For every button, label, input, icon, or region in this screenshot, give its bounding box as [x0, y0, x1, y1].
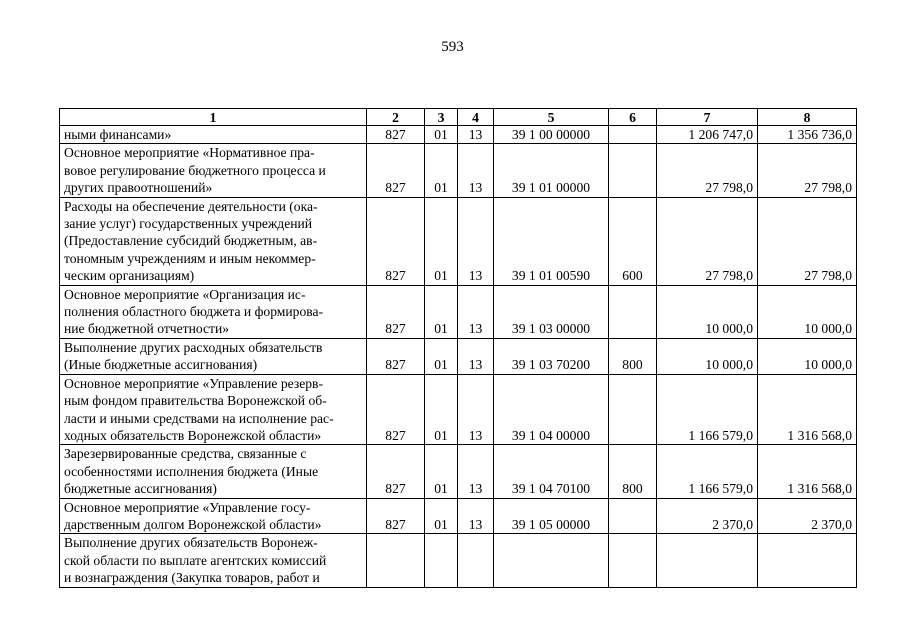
cell-target-article [494, 534, 609, 587]
row-description: Основное мероприятие «Организация ис- полнения областного бюджета и формирова- ние бюджетной отчетности» [60, 285, 367, 338]
cell-ministry-code: 827 [367, 285, 425, 338]
cell-amount-year-1: 1 166 579,0 [657, 445, 758, 498]
table-row [60, 197, 857, 285]
cell-amount-year-1 [657, 534, 758, 587]
cell-section: 01 [425, 338, 458, 374]
table-row [60, 126, 857, 144]
header-cell: 4 [458, 109, 494, 126]
cell-target-article: 39 1 03 70200 [494, 338, 609, 374]
cell-amount-year-2: 1 356 736,0 [758, 126, 857, 144]
cell-amount-year-2: 27 798,0 [758, 197, 857, 285]
row-description: Выполнение других расходных обязательств (Иные бюджетные ассигнования) [60, 338, 367, 374]
cell-subsection [458, 534, 494, 587]
page-number: 593 [441, 39, 464, 55]
header-cell: 7 [657, 109, 758, 126]
cell-section: 01 [425, 144, 458, 197]
cell-expense-type [609, 126, 657, 144]
table-row [60, 498, 857, 534]
cell-subsection: 13 [458, 285, 494, 338]
table-row [60, 534, 857, 587]
cell-amount-year-2: 10 000,0 [758, 338, 857, 374]
cell-ministry-code: 827 [367, 197, 425, 285]
header-cell: 2 [367, 109, 425, 126]
cell-section: 01 [425, 197, 458, 285]
cell-expense-type [609, 285, 657, 338]
cell-amount-year-1: 27 798,0 [657, 197, 758, 285]
cell-ministry-code: 827 [367, 144, 425, 197]
cell-section: 01 [425, 126, 458, 144]
cell-subsection: 13 [458, 498, 494, 534]
cell-subsection: 13 [458, 445, 494, 498]
cell-expense-type [609, 144, 657, 197]
budget-table [59, 108, 857, 588]
cell-section: 01 [425, 498, 458, 534]
row-description: Основное мероприятие «Нормативное пра- вовое регулирование бюджетного процесса и других правоотношений» [60, 144, 367, 197]
cell-expense-type [609, 374, 657, 445]
cell-subsection: 13 [458, 374, 494, 445]
cell-amount-year-2 [758, 534, 857, 587]
cell-ministry-code: 827 [367, 374, 425, 445]
cell-expense-type [609, 534, 657, 587]
cell-amount-year-2: 27 798,0 [758, 144, 857, 197]
cell-target-article: 39 1 01 00000 [494, 144, 609, 197]
cell-ministry-code [367, 534, 425, 587]
cell-ministry-code: 827 [367, 338, 425, 374]
cell-ministry-code: 827 [367, 498, 425, 534]
cell-target-article: 39 1 00 00000 [494, 126, 609, 144]
header-cell: 8 [758, 109, 857, 126]
table-row [60, 338, 857, 374]
cell-target-article: 39 1 01 00590 [494, 197, 609, 285]
cell-amount-year-1: 1 166 579,0 [657, 374, 758, 445]
header-cell: 6 [609, 109, 657, 126]
table-row [60, 285, 857, 338]
cell-amount-year-1: 10 000,0 [657, 338, 758, 374]
cell-expense-type: 800 [609, 445, 657, 498]
cell-target-article: 39 1 05 00000 [494, 498, 609, 534]
cell-section: 01 [425, 374, 458, 445]
cell-section: 01 [425, 445, 458, 498]
cell-subsection: 13 [458, 126, 494, 144]
cell-target-article: 39 1 03 00000 [494, 285, 609, 338]
row-description: ными финансами» [60, 126, 367, 144]
cell-subsection: 13 [458, 197, 494, 285]
cell-amount-year-2: 1 316 568,0 [758, 445, 857, 498]
cell-amount-year-1: 27 798,0 [657, 144, 758, 197]
header-cell: 3 [425, 109, 458, 126]
cell-target-article: 39 1 04 00000 [494, 374, 609, 445]
cell-amount-year-2: 1 316 568,0 [758, 374, 857, 445]
header-cell: 1 [60, 109, 367, 126]
cell-expense-type [609, 498, 657, 534]
row-description: Зарезервированные средства, связанные с особенностями исполнения бюджета (Иные бюджетные ассигнования) [60, 445, 367, 498]
cell-amount-year-1: 1 206 747,0 [657, 126, 758, 144]
row-description: Основное мероприятие «Управление госу- дарственным долгом Воронежской области» [60, 498, 367, 534]
cell-subsection: 13 [458, 144, 494, 197]
table-header-row [60, 109, 857, 126]
cell-expense-type: 600 [609, 197, 657, 285]
cell-section [425, 534, 458, 587]
cell-amount-year-2: 2 370,0 [758, 498, 857, 534]
cell-target-article: 39 1 04 70100 [494, 445, 609, 498]
table-row [60, 445, 857, 498]
row-description: Выполнение других обязательств Воронеж- ской области по выплате агентских комиссий и вознаграждения (Закупка товаров, работ и [60, 534, 367, 587]
cell-ministry-code: 827 [367, 126, 425, 144]
cell-amount-year-2: 10 000,0 [758, 285, 857, 338]
cell-amount-year-1: 10 000,0 [657, 285, 758, 338]
cell-amount-year-1: 2 370,0 [657, 498, 758, 534]
cell-ministry-code: 827 [367, 445, 425, 498]
cell-section: 01 [425, 285, 458, 338]
row-description: Основное мероприятие «Управление резерв- ным фондом правительства Воронежской об- ласти и иными средствами на исполнение рас- ходных обязательств Воронежской области» [60, 374, 367, 445]
cell-subsection: 13 [458, 338, 494, 374]
header-cell: 5 [494, 109, 609, 126]
table-row [60, 374, 857, 445]
row-description: Расходы на обеспечение деятельности (ока- зание услуг) государственных учреждений (Предоставление субсидий бюджетным, ав- тономным учреждениям и иным некоммер- ческим организациям) [60, 197, 367, 285]
table-row [60, 144, 857, 197]
cell-expense-type: 800 [609, 338, 657, 374]
